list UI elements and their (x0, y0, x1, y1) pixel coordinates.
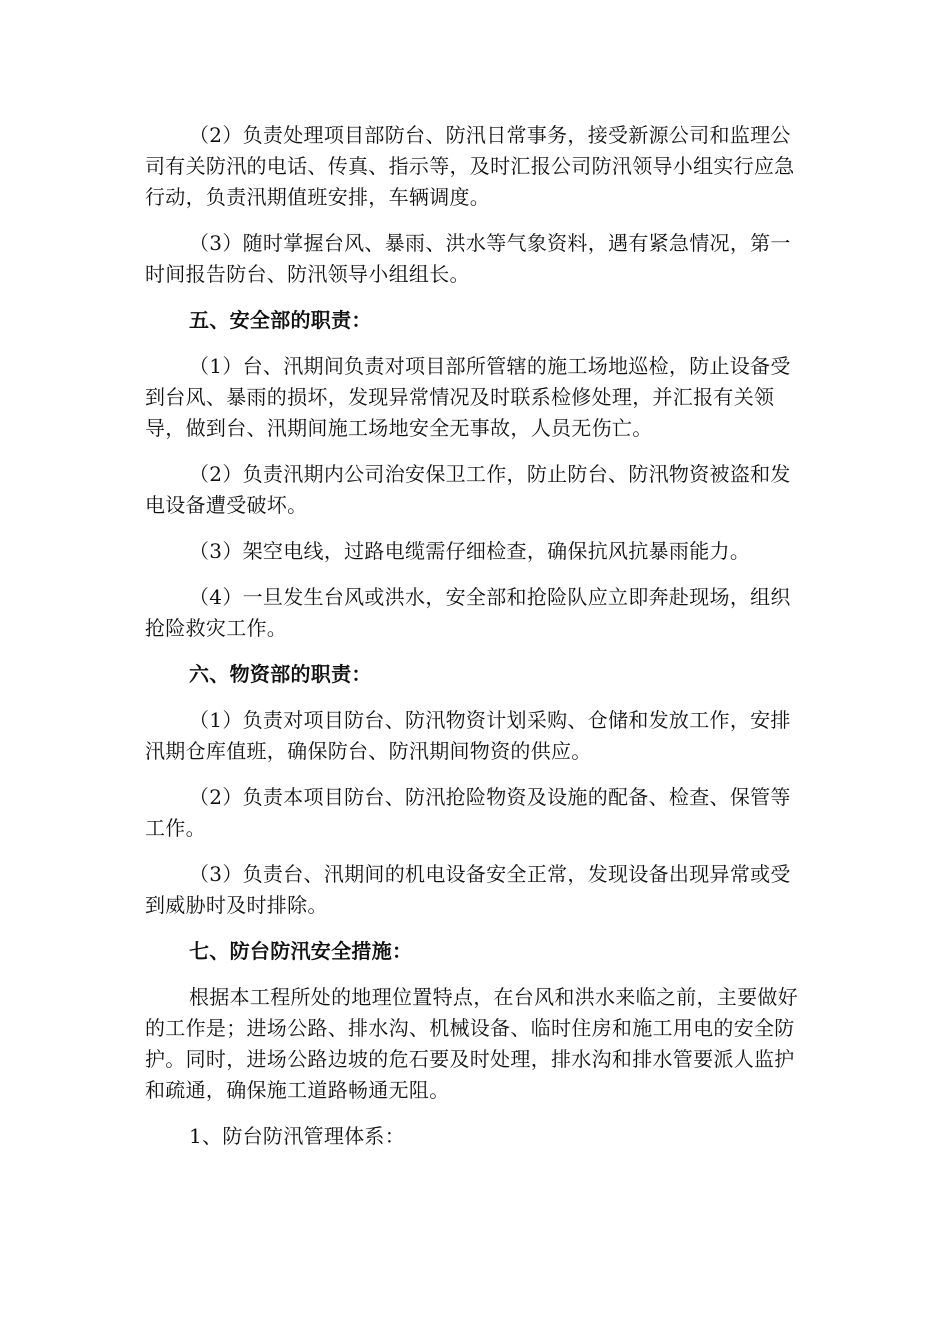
section-heading-safety-measures: 七、防台防汛安全措施： (189, 939, 413, 963)
paragraph-materials-duty-3: （3）负责台、汛期间的机电设备安全正常，发现设备出现异常或受到威胁时及时排除。 (145, 862, 791, 917)
section-heading-materials-dept: 六、物资部的职责： (189, 662, 372, 686)
paragraph-office-duty-2: （2）负责处理项目部防台、防汛日常事务，接受新源公司和监理公司有关防汛的电话、传真、指示等，及时汇报公司防汛领导小组实行应急行动，负责汛期值班安排，车辆调度。 (145, 123, 795, 209)
paragraph-office-duty-3: （3）随时掌握台风、暴雨、洪水等气象资料，遇有紧急情况，第一时间报告防台、防汛领导小组组长。 (145, 231, 791, 286)
paragraph-safety-duty-3: （3）架空电线，过路电缆需仔细检查，确保抗风抗暴雨能力。 (189, 539, 751, 563)
paragraph-materials-duty-2: （2）负责本项目防台、防汛抢险物资及设施的配备、检查、保管等工作。 (145, 785, 791, 840)
subsection-heading-management-system: 1、防台防汛管理体系： (189, 1124, 406, 1148)
paragraph-safety-duty-2: （2）负责汛期内公司治安保卫工作，防止防台、防汛物资被盗和发电设备遭受破坏。 (145, 462, 791, 517)
paragraph-safety-duty-1: （1）台、汛期间负责对项目部所管辖的施工场地巡检，防止设备受到台风、暴雨的损坏，发现异常情况及时联系检修处理，并汇报有关领导，做到台、汛期间施工场地安全无事故，人员无伤亡。 (145, 354, 791, 440)
section-heading-safety-dept: 五、安全部的职责： (189, 308, 372, 332)
paragraph-safety-duty-4: （4）一旦发生台风或洪水，安全部和抢险队应立即奔赴现场，组织抢险救灾工作。 (145, 585, 791, 640)
paragraph-measures-intro: 根据本工程所处的地理位置特点，在台风和洪水来临之前，主要做好的工作是；进场公路、排水沟、机械设备、临时住房和施工用电的安全防护。同时，进场公路边坡的危石要及时处理，排水沟和排水管要派人监护和疏通，确保施工道路畅通无阻。 (145, 985, 798, 1102)
paragraph-materials-duty-1: （1）负责对项目防台、防汛物资计划采购、仓储和发放工作，安排汛期仓库值班，确保防台、防汛期间物资的供应。 (145, 708, 791, 763)
document-body (145, 120, 810, 1167)
